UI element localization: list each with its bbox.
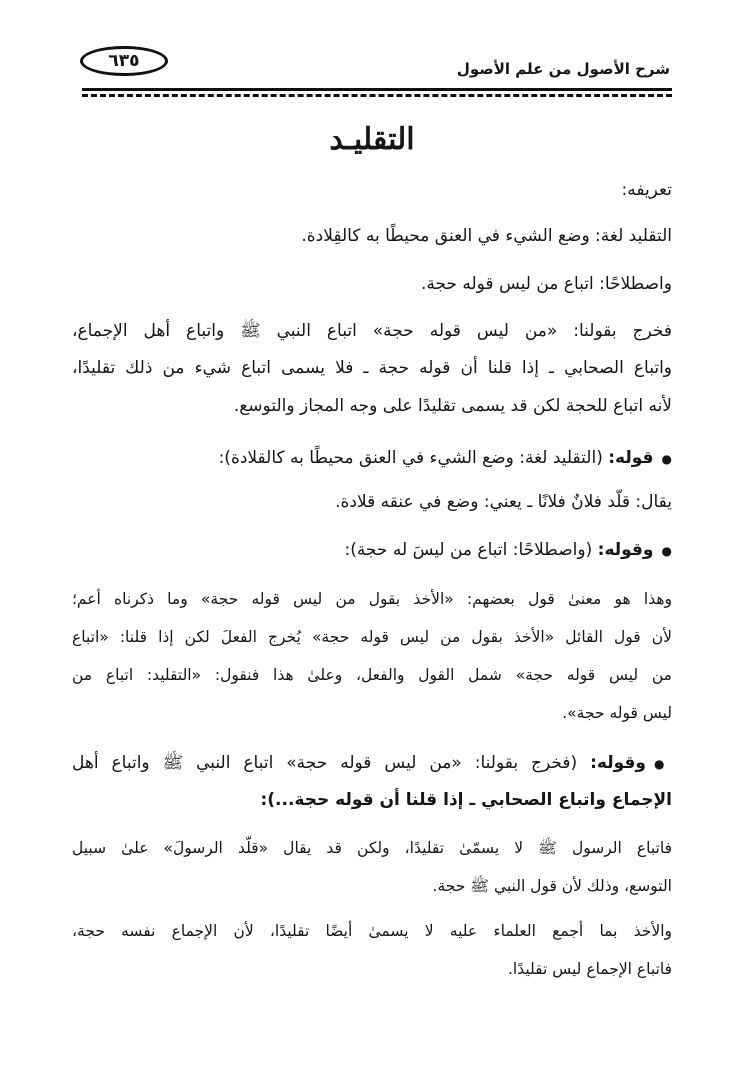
term-label: قوله: [608,448,654,468]
header-rule [82,88,672,91]
text-line: ليس قوله حجة». [562,704,672,722]
text-line: التوسع، وذلك لأن قول النبي ﷺ حجة. [432,877,672,895]
text-line: يقال: قلّد فلانٌ فلانًا ـ يعني: وضع في عنقه قلادة. [335,492,672,512]
bullet-line [219,448,672,468]
chapter-title: التقليـد [329,122,415,157]
term-label: وقوله: [597,540,654,560]
page-header [76,42,670,82]
text-line: فخرج بقولنا: «من ليس قوله حجة» اتباع النبي ﷺ واتباع أهل الإجماع، [72,321,672,341]
text-line: تعريفه: [621,180,672,200]
text-line: فاتباع الإجماع ليس تقليدًا. [507,960,672,978]
bullet-icon: ● [653,757,672,771]
bullet-line [345,540,672,560]
bullet-line [72,752,672,777]
book-title: شرح الأصول من علم الأصول [456,60,670,78]
text-line: واصطلاحًا: اتباع من ليس قوله حجة. [420,274,672,294]
page-number-badge: ٦٣٥ [80,46,168,76]
text-line: وهذا هو معنىٰ قول بعضهم: «الأخذ بقول من ليس قوله حجة» وما ذكرناه أعم؛ [72,590,672,608]
text-line: من ليس قوله حجة» شمل القول والفعل، وعلىٰ هذا فنقول: «التقليد: اتباع من [72,666,672,684]
text-line: فاتباع الرسول ﷺ لا يسمّىٰ تقليدًا، ولكن قد يقال «قلّد الرسولَ» علىٰ سبيل [72,839,672,857]
term-label: وقوله: [590,753,646,773]
bullet-icon: ● [661,544,672,558]
text-line: (واصطلاحًا: اتباع من ليسَ له حجة): [344,540,593,560]
text-line: التقليد لغة: وضع الشيء في العنق محيطًا به كالقِلادة. [301,226,672,246]
text-line: لأن قول القائل «الأخذ بقول من ليس قوله حجة» يُخرج الفعلَ لكن إذا قلنا: «اتباع [72,628,672,646]
bullet-icon: ● [661,452,672,466]
text-line: والأخذ بما أجمع العلماء عليه لا يسمىٰ أيضًا تقليدًا، لأن الإجماع نفسه حجة، [72,922,672,940]
text-line: لأنه اتباع للحجة لكن قد يسمى تقليدًا على وجه المجاز والتوسع. [233,396,672,416]
text-line: (فخرج بقولنا: «من ليس قوله حجة» اتباع النبي ﷺ واتباع أهل [72,753,578,773]
header-dashed-rule [82,94,672,97]
text-line: واتباع الصحابي ـ إذا قلنا أن قوله حجة ـ فلا يسمى اتباع شيء من ذلك تقليدًا، [72,358,672,378]
text-line: (التقليد لغة: وضع الشيء في العنق محيطًا به كالقلادة): [218,448,603,468]
text-line: الإجماع واتباع الصحابي ـ إذا قلنا أن قوله حجة...): [260,790,672,810]
